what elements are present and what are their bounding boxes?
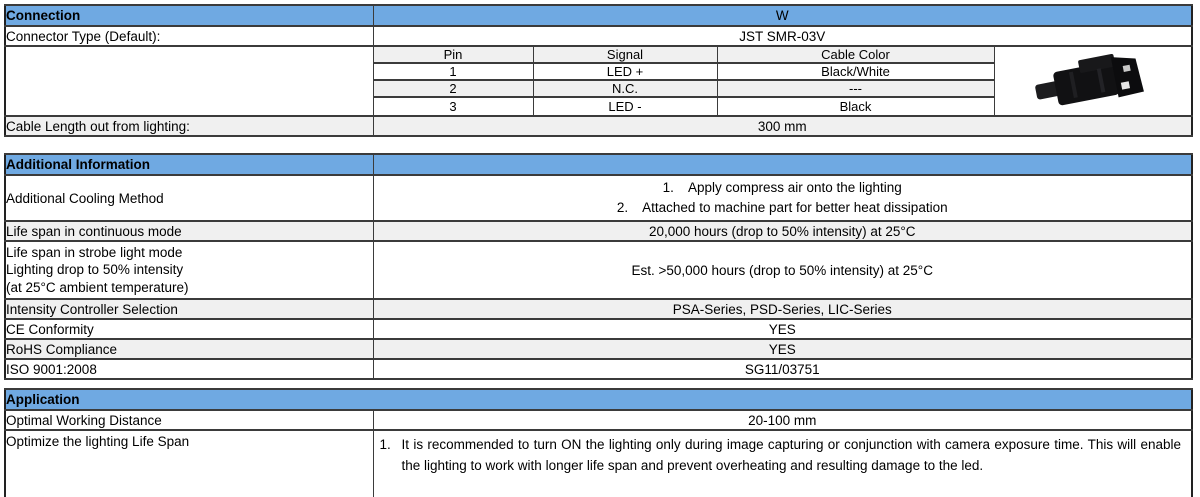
cable-length-label: Cable Length out from lighting: [5, 116, 373, 136]
pin-table [374, 47, 1192, 115]
application-title: Application [5, 389, 1192, 410]
rohs-compliance-row [5, 339, 1192, 359]
pin-table-area [373, 46, 1192, 116]
signal-col-header: Signal [534, 47, 718, 64]
working-distance-label: Optimal Working Distance [5, 410, 373, 430]
working-distance-value: 20-100 mm [373, 410, 1192, 430]
iso-row [5, 359, 1192, 379]
optimize-item-text: It is recommended to turn ON the lighting only during image capturing or conjunction with camera exposure time. This will enable the lighting to work with longer life span and prevent overheating and resulting damage to the led. [401, 437, 1181, 473]
connection-table [4, 4, 1193, 137]
intensity-controller-label: Intensity Controller Selection [5, 299, 373, 319]
connection-model-value: W [373, 5, 1192, 26]
rohs-compliance-value: YES [373, 339, 1192, 359]
iso-value: SG11/03751 [373, 359, 1192, 379]
cooling-item-1 [374, 178, 1192, 198]
life-strobe-label-line-1: Life span in strobe light mode [6, 244, 183, 260]
optimize-lifespan-row [5, 430, 1192, 497]
life-strobe-value: Est. >50,000 hours (drop to 50% intensity) at 25°C [373, 241, 1192, 299]
additional-information-header-spacer [373, 154, 1192, 175]
rohs-compliance-label: RoHS Compliance [5, 339, 373, 359]
iso-label: ISO 9001:2008 [5, 359, 373, 379]
life-continuous-value: 20,000 hours (drop to 50% intensity) at 25°C [373, 221, 1192, 241]
connector-photo-cell [995, 47, 1192, 115]
cooling-method-label: Additional Cooling Method [5, 175, 373, 221]
cooling-item-2-number: 2. [616, 200, 629, 215]
pin-table-row [5, 46, 1192, 116]
cable-color-col-header: Cable Color [718, 47, 995, 64]
pin-3-cable-color: Black [718, 98, 995, 115]
cooling-method-value [373, 175, 1192, 221]
life-strobe-label-line-2: Lighting drop to 50% intensity [6, 262, 184, 278]
connector-photo [1027, 52, 1159, 110]
life-continuous-label: Life span in continuous mode [5, 221, 373, 241]
cooling-item-1-text: Apply compress air onto the lighting [687, 180, 902, 195]
connection-title: Connection [5, 5, 373, 26]
intensity-controller-value: PSA-Series, PSD-Series, LIC-Series [373, 299, 1192, 319]
pin-col-header: Pin [374, 47, 534, 64]
additional-information-title: Additional Information [5, 154, 373, 175]
pin-3-signal: LED - [534, 98, 718, 115]
pin-1-number: 1 [374, 64, 534, 81]
cooling-item-2-text: Attached to machine part for better heat dissipation [642, 200, 948, 215]
pin-table-left-spacer [5, 46, 373, 116]
optimize-item-number: 1. [379, 437, 391, 452]
ce-conformity-value: YES [373, 319, 1192, 339]
cooling-item-2 [374, 198, 1192, 218]
additional-information-table [4, 153, 1193, 380]
intensity-controller-row [5, 299, 1192, 319]
ce-conformity-label: CE Conformity [5, 319, 373, 339]
pin-2-number: 2 [374, 81, 534, 98]
connector-type-row [5, 26, 1192, 46]
pin-2-signal: N.C. [534, 81, 718, 98]
connector-type-value: JST SMR-03V [373, 26, 1192, 46]
life-strobe-label [5, 241, 373, 299]
life-strobe-label-line-3: (at 25°C ambient temperature) [6, 279, 189, 295]
pin-3-number: 3 [374, 98, 534, 115]
optimize-lifespan-value [373, 430, 1192, 497]
pin-2-cable-color: --- [718, 81, 995, 98]
application-table [4, 388, 1193, 497]
connector-type-label: Connector Type (Default): [5, 26, 373, 46]
life-continuous-row [5, 221, 1192, 241]
additional-information-header-row [5, 154, 1192, 175]
connection-header-row [5, 5, 1192, 26]
pin-1-signal: LED + [534, 64, 718, 81]
cable-length-row [5, 116, 1192, 136]
cooling-item-1-number: 1. [662, 180, 674, 195]
application-header-row [5, 389, 1192, 410]
optimize-lifespan-paragraph [374, 431, 1192, 479]
optimize-lifespan-label: Optimize the lighting Life Span [5, 430, 373, 497]
ce-conformity-row [5, 319, 1192, 339]
cooling-method-row [5, 175, 1192, 221]
cable-length-value: 300 mm [373, 116, 1192, 136]
working-distance-row [5, 410, 1192, 430]
life-strobe-row [5, 241, 1192, 299]
pin-1-cable-color: Black/White [718, 64, 995, 81]
